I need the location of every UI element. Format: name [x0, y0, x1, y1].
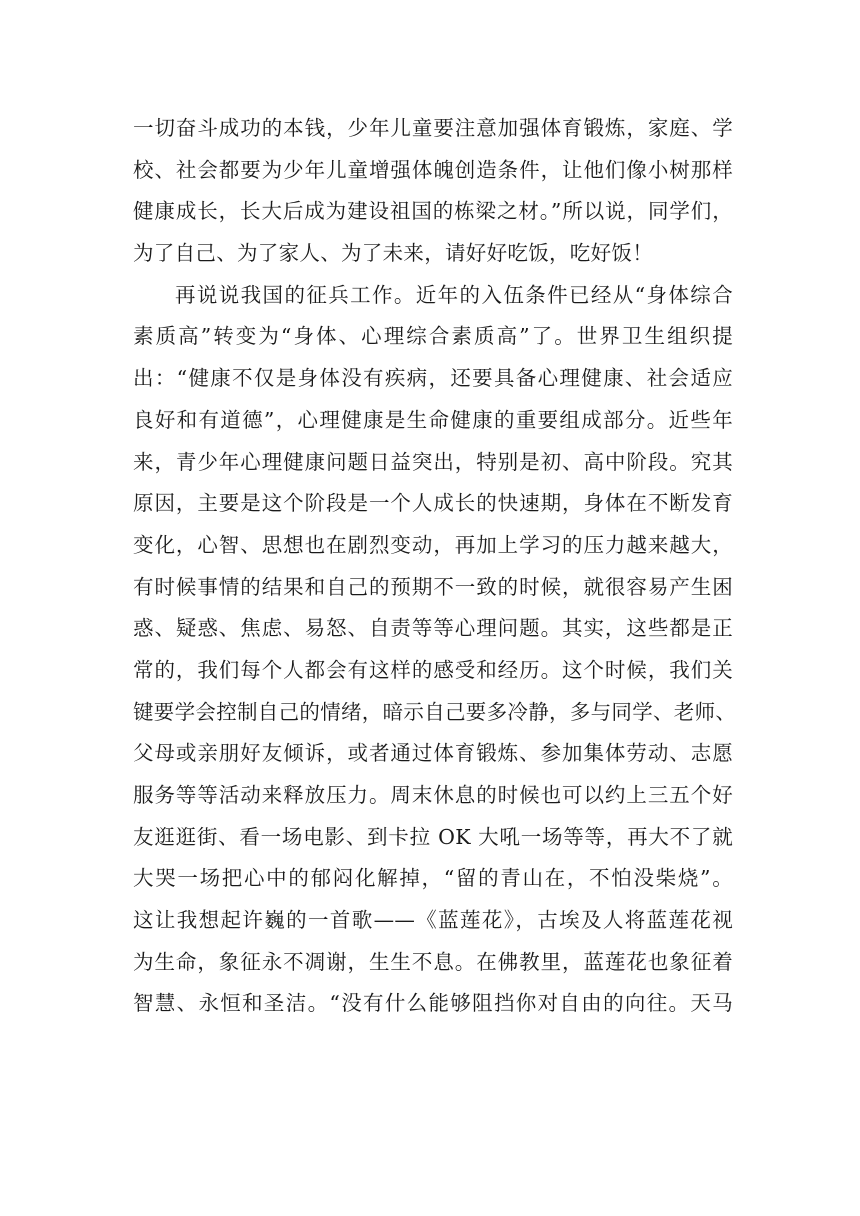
text-line: 键要学会控制自己的情绪，暗示自己要多冷静，多与同学、老师、 — [133, 699, 737, 724]
text-line: 变化，心智、思想也在剧烈变动，再加上学习的压力越来越大， — [133, 532, 733, 557]
text-line: 为生命，象征永不凋谢，生生不息。在佛教里，蓝莲花也象征着 — [133, 949, 733, 974]
text-line: 父母或亲朋好友倾诉，或者通过体育锻炼、参加集体劳动、志愿 — [133, 741, 733, 766]
text-line: 惑、疑惑、焦虑、易怒、自责等等心理问题。其实，这些都是正 — [133, 616, 733, 641]
text-line: 为了自己、为了家人、为了未来，请好好吃饭，吃好饭！ — [133, 241, 653, 266]
paragraph-first-line: 再说说我国的征兵工作。近年的入伍条件已经从“身体综合 — [175, 282, 733, 307]
text-line: 校、社会都要为少年儿童增强体魄创造条件，让他们像小树那样 — [133, 157, 733, 182]
text-line: 良好和有道德”，心理健康是生命健康的重要组成部分。近些年 — [133, 407, 733, 432]
text-line: 素质高”转变为“身体、心理综合素质高”了。世界卫生组织提 — [133, 324, 733, 349]
text-line: 常的，我们每个人都会有这样的感受和经历。这个时候，我们关 — [133, 657, 733, 682]
text-line: 智慧、永恒和圣洁。“没有什么能够阻挡你对自由的向往。天马 — [133, 991, 733, 1016]
text-line: 原因，主要是这个阶段是一个人成长的快速期，身体在不断发育 — [133, 491, 733, 516]
text-line: 出：“健康不仅是身体没有疾病，还要具备心理健康、社会适应 — [133, 366, 733, 391]
body-text — [133, 108, 737, 1025]
text-line: 这让我想起许巍的一首歌——《蓝莲花》，古埃及人将蓝莲花视 — [133, 908, 733, 933]
text-line: 来，青少年心理健康问题日益突出，特别是初、高中阶段。究其 — [133, 449, 733, 474]
text-line: 友逛逛街、看一场电影、到卡拉 OK 大吼一场等等，再大不了就 — [133, 824, 733, 849]
text-line: 健康成长，长大后成为建设祖国的栋梁之材。”所以说，同学们， — [133, 199, 733, 224]
text-line: 一切奋斗成功的本钱，少年儿童要注意加强体育锻炼，家庭、学 — [133, 116, 733, 140]
text-line: 大哭一场把心中的郁闷化解掉，“留的青山在，不怕没柴烧”。 — [133, 866, 733, 891]
text-line: 有时候事情的结果和自己的预期不一致的时候，就很容易产生困 — [133, 574, 733, 599]
text-line: 服务等等活动来释放压力。周末休息的时候也可以约上三五个好 — [133, 783, 733, 807]
